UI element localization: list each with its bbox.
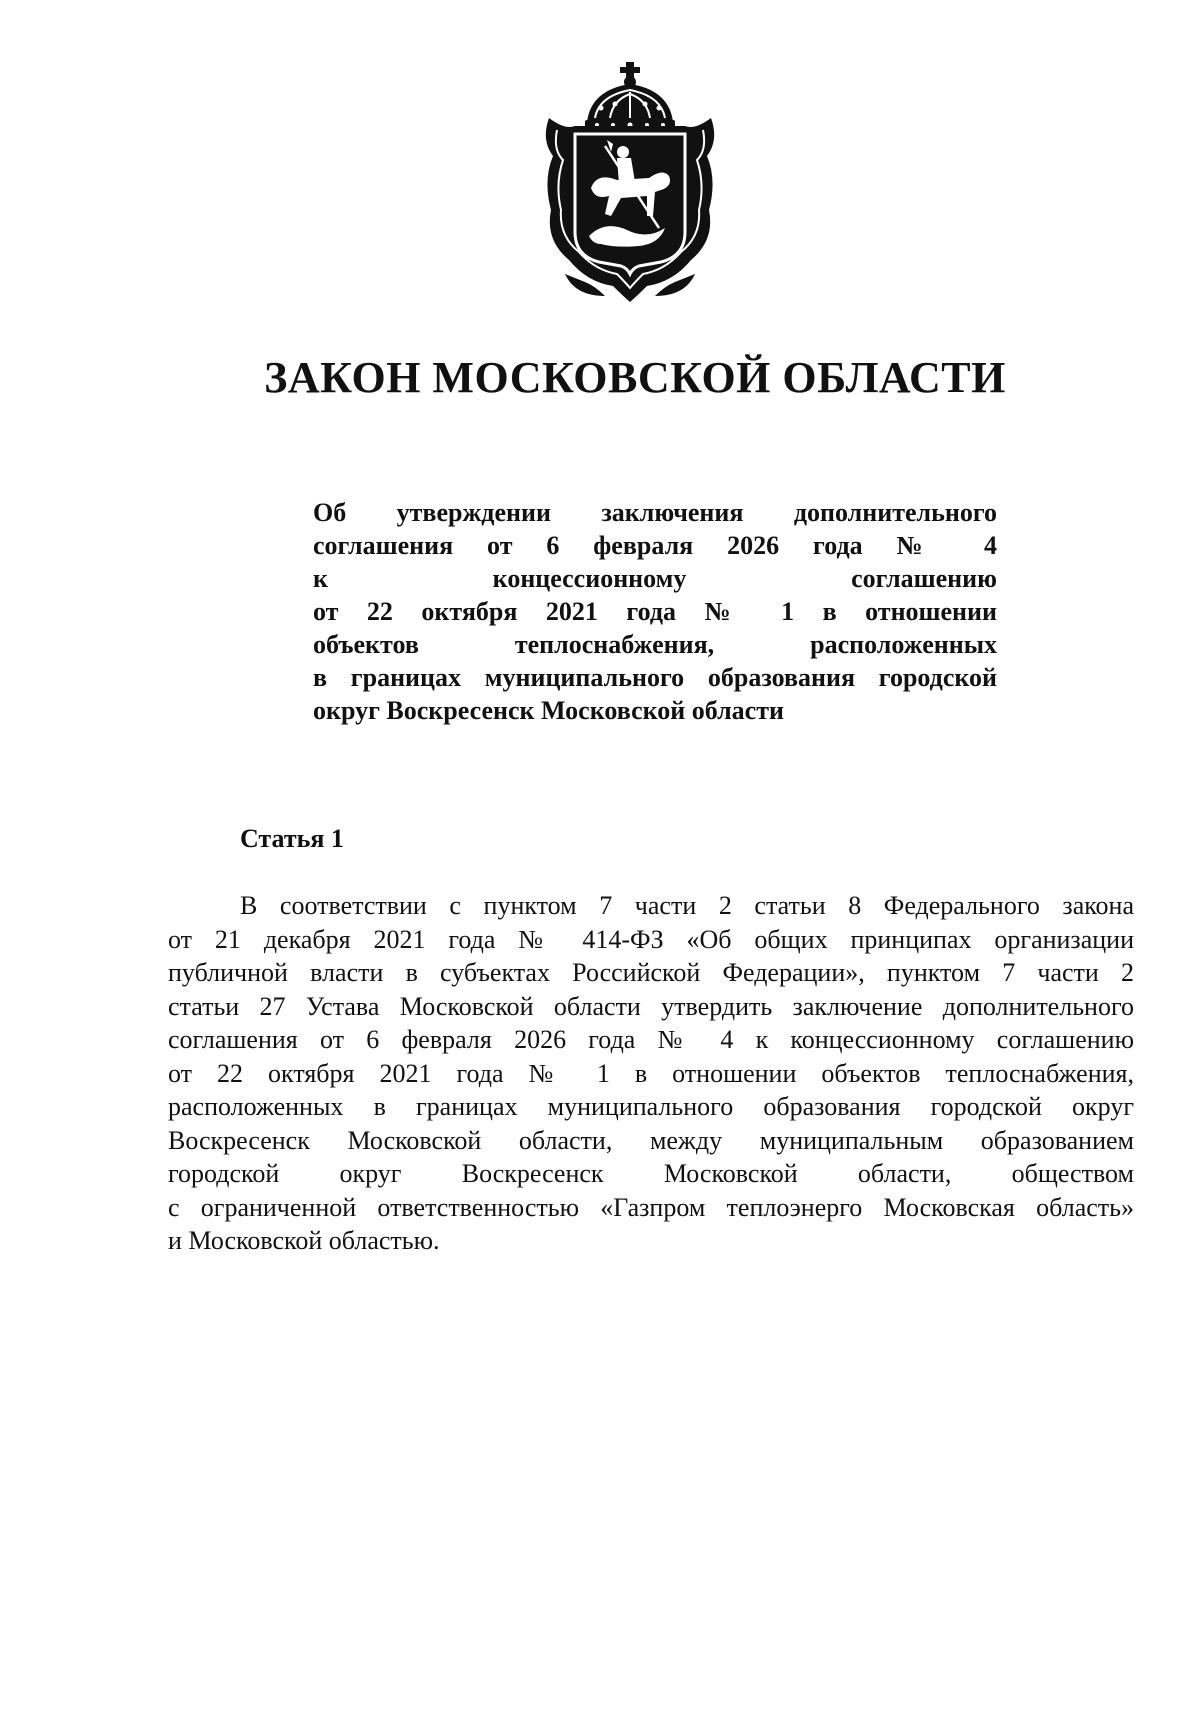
article-line: статьи 27 Устава Московской области утвердить заключение дополнительного	[168, 991, 1134, 1021]
article-body	[168, 889, 1134, 1258]
article-line: публичной власти в субъектах Российской Федерации», пунктом 7 части 2	[168, 958, 1134, 987]
article-line: соглашения от 6 февраля 2026 года № 4 к концессионному соглашению	[168, 1025, 1134, 1054]
article-line: городской округ Воскресенск Московской области, обществом	[168, 1159, 1134, 1188]
shield-icon	[575, 134, 685, 274]
crown-icon	[585, 62, 675, 130]
article-line: расположенных в границах муниципального образования городской округ	[168, 1092, 1134, 1121]
law-title: ЗАКОН МОСКОВСКОЙ ОБЛАСТИ	[264, 353, 1006, 402]
subject-line: соглашения от 6 февраля 2026 года № 4	[313, 531, 997, 560]
article-line: с ограниченной ответственностью «Газпром теплоэнерго Московская область»	[168, 1192, 1134, 1222]
subject-line: Об утверждении заключения дополнительного	[313, 498, 997, 527]
article-line: от 21 декабря 2021 года № 414-ФЗ «Об общих принципах организации	[168, 924, 1134, 954]
article-line: и Московской областью.	[168, 1226, 440, 1255]
subject-line: от 22 октября 2021 года № 1 в отношении	[313, 597, 997, 626]
subject-line: в границах муниципального образования городской	[313, 663, 997, 692]
article-heading: Статья 1	[240, 824, 344, 853]
article-line: В соответствии с пунктом 7 части 2 статьи 8 Федерального закона	[240, 891, 1134, 920]
subject-line: округ Воскресенск Московской области	[313, 696, 784, 725]
subject-line: к концессионному соглашению	[313, 564, 997, 593]
coat-of-arms-icon	[535, 60, 725, 310]
subject-line: объектов теплоснабжения, расположенных	[313, 630, 997, 659]
article-line: от 22 октября 2021 года № 1 в отношении объектов теплоснабжения,	[168, 1058, 1134, 1088]
article-line: Воскресенск Московской области, между муниципальным образованием	[168, 1125, 1134, 1155]
law-subject	[313, 496, 997, 727]
